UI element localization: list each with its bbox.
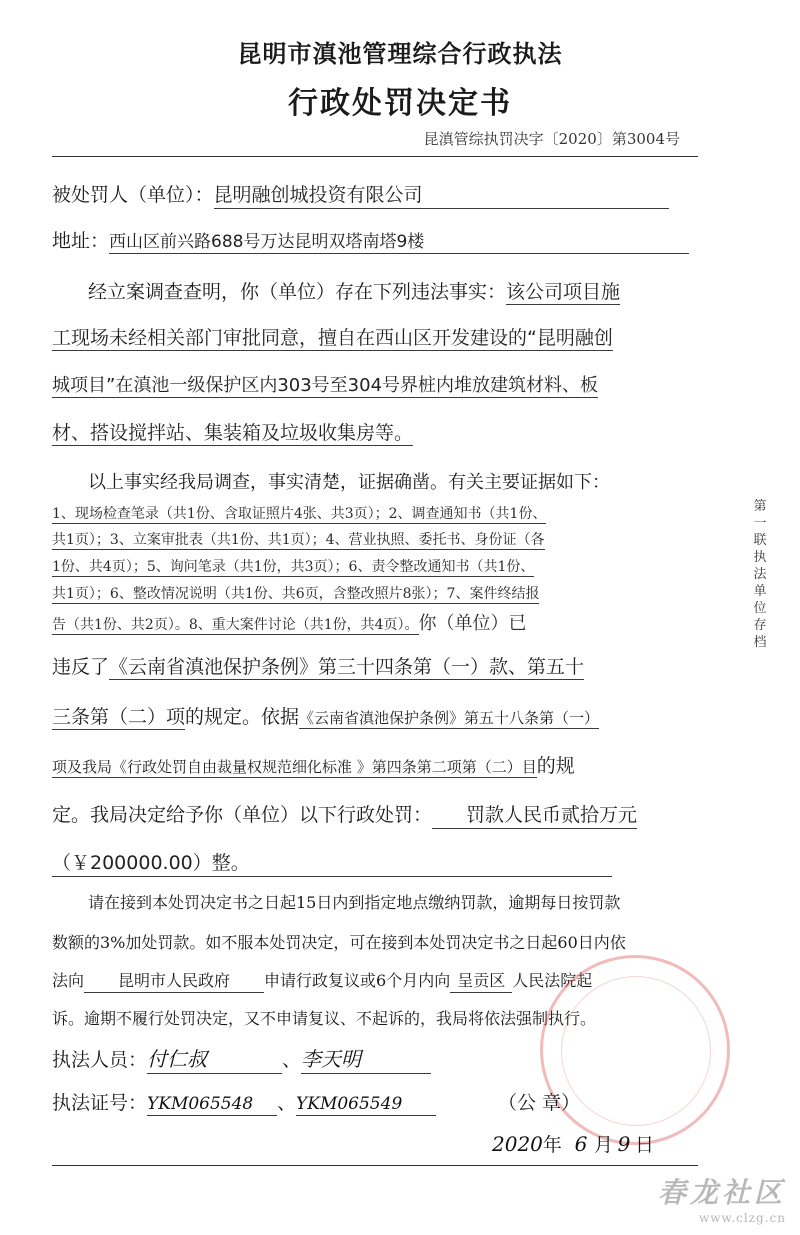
copy-note: 第一联 执法单位存档 — [753, 499, 767, 650]
party-label: 被处罚人（单位）： — [52, 184, 214, 206]
date-year: 2020 — [492, 1132, 543, 1156]
evidence-line-4: 共1页）；6、整改情况说明（共1份、共6页，含整改照片8张）；7、案件终结报 — [52, 586, 540, 602]
payment-line-3: 法向 昆明市人民政府 申请行政复议或6个月内向 呈贡区 人民法院起 — [52, 968, 702, 993]
decision-line-1: 违反了《云南省滇池保护条例》第三十四条第（一）款、第五十 — [52, 656, 585, 678]
evidence-line-2: 共1页）；3、立案审批表（共1份、共1页）；4、营业执照、委托书、身份证（各 — [52, 532, 545, 548]
watermark-text: 春龙社区 — [657, 1176, 786, 1209]
cert-number-1: YKM065548 — [147, 1094, 277, 1116]
date-day: 9 — [617, 1132, 631, 1156]
watermark — [658, 1171, 786, 1225]
basis-law: 《云南省滇池保护条例》第五十八条第（一） — [299, 709, 600, 727]
facts-text-3: 城项目”在滇池一级保护区内303号至304号界桩内堆放建筑材料、板 — [52, 375, 599, 396]
footer-divider — [52, 1165, 698, 1166]
party-name: 昆明融创城投资有限公司 — [214, 180, 669, 209]
review-authority: 昆明市人民政府 — [84, 968, 264, 993]
evidence-line-3: 1份、共4页）；5、询问笔录（共1份，共3页）；6、责令整改通知书（共1份、 — [52, 559, 535, 575]
facts-line-1 — [52, 277, 702, 304]
watermark-url: www.clzg.cn — [698, 1211, 786, 1225]
payment-line-1: 请在接到本处罚决定书之日起15日内到指定地点缴纳罚款，逾期每日按罚款 — [88, 893, 621, 912]
evidence-line-5: 告（共1份、共2页）。8、重大案件讨论（共1份，共4页）。你（单位）已 — [52, 613, 527, 634]
document-number: 昆滇管综执罚决字〔2020〕第3004号 — [423, 130, 680, 148]
facts-line-4 — [52, 418, 702, 445]
decision-line-3: 项及我局《行政处罚自由裁量权规范细化标准 》第四条第二项第（二）目的规 — [52, 755, 575, 777]
cert-row: 执法证号：YKM065548 、YKM065549 （公 章） — [52, 1088, 702, 1116]
evidence-line-1: 1、现场检查笔录（共1份、含取证照片4张、共3页）；2、调查通知书（共1份、 — [52, 506, 547, 522]
decision-line-4: 定。我局决定给予你（单位）以下行政处罚： 罚款人民币贰拾万元 — [52, 800, 702, 829]
seal-note: （公 章） — [498, 1092, 581, 1114]
decision-line-2: 三条第（二）项的规定。依据《云南省滇池保护条例》第五十八条第（一） — [52, 706, 600, 728]
facts-text-1: 该公司项目施 — [506, 281, 621, 303]
party-row — [52, 180, 702, 209]
address-value: 西山区前兴路688号万达昆明双塔南塔9楼 — [109, 227, 689, 254]
document-title-line1: 昆明市滇池管理综合行政执法 — [237, 39, 563, 68]
decision-line-5 — [52, 848, 702, 877]
date-month: 6 — [574, 1132, 588, 1156]
penalty-figure: （￥200000.00）整。 — [52, 848, 612, 877]
penalty-amount: 罚款人民币贰拾万元 — [432, 800, 637, 829]
officers-row: 执法人员：付仁叔 、李天明 — [52, 1043, 702, 1074]
officer-signature-1: 付仁叔 — [147, 1043, 282, 1074]
facts-intro: 经立案调查查明，你（单位）存在下列违法事实： — [88, 281, 507, 303]
document-title-line2: 行政处罚决定书 — [288, 86, 512, 121]
payment-line-4: 诉。逾期不履行处罚决定，又不申请复议、不起诉的，我局将依法强制执行。 — [52, 1009, 597, 1028]
evidence-tail: 你（单位）已 — [418, 613, 527, 634]
header-divider — [52, 156, 698, 157]
violated-law: 《云南省滇池保护条例》第三十四条第（一）款、第五十 — [109, 656, 585, 678]
officers-label: 执法人员： — [52, 1049, 148, 1071]
decision-date: 2020年 6 月 9 日 — [492, 1132, 654, 1156]
address-row — [52, 226, 702, 254]
facts-text-4: 材、搭设搅拌站、集装箱及垃圾收集房等。 — [52, 422, 414, 444]
cert-number-2: YKM065549 — [296, 1094, 436, 1116]
payment-line-2: 数额的3%加处罚款。如不服本处罚决定，可在接到本处罚决定书之日起60日内依 — [52, 933, 626, 952]
facts-text-2: 工现场未经相关部门审批同意，擅自在西山区开发建设的“昆明融创 — [52, 327, 613, 349]
cert-label: 执法证号： — [52, 1092, 148, 1114]
evidence-intro: 以上事实经我局调查，事实清楚，证据确凿。有关主要证据如下： — [88, 472, 610, 493]
facts-line-2 — [52, 323, 702, 350]
address-label: 地址： — [52, 230, 110, 252]
facts-line-3 — [52, 371, 702, 397]
officer-signature-2: 李天明 — [301, 1043, 431, 1074]
court-district: 呈贡区 — [450, 968, 512, 993]
